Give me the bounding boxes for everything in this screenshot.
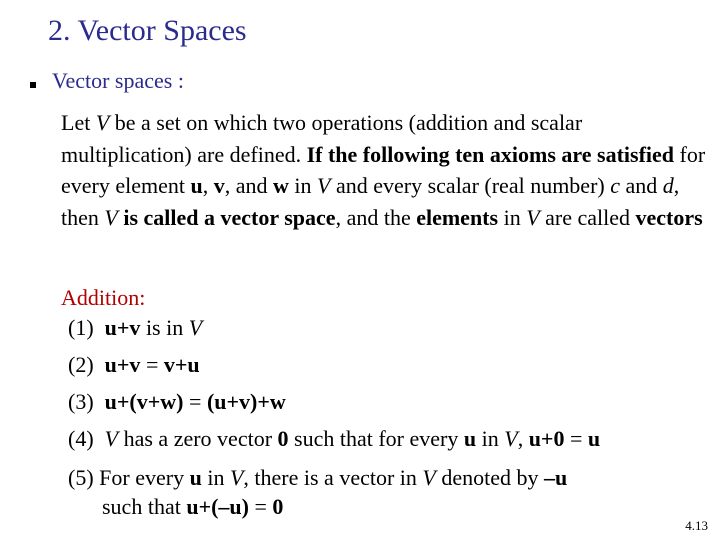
axiom-1 (68, 315, 202, 341)
bullet-square-icon (30, 82, 36, 88)
definition-emphasis: elements (416, 204, 499, 230)
axiom-number: (2) (68, 352, 94, 377)
definition-text: , (202, 173, 214, 198)
axiom-expr: u+v (104, 352, 141, 377)
definition-text: , then (61, 173, 680, 230)
definition-text: c (610, 173, 620, 198)
axiom-text: = (183, 389, 207, 414)
definition-text: be a set on which two operations (addition and scalar multiplication) are defined. (61, 110, 583, 167)
definition-text: V (104, 204, 118, 230)
definition-text: for every element (61, 141, 706, 198)
axiom-text: has a zero vector (118, 426, 278, 451)
addition-heading: Addition: (61, 285, 146, 310)
axiom-text: , there is a vector in (243, 465, 423, 490)
definition-text: and (620, 173, 663, 198)
slide-title: 2. Vector Spaces (48, 14, 247, 47)
axiom-text: V (422, 465, 436, 490)
axiom-2 (68, 352, 200, 378)
axiom-number: (1) (68, 315, 94, 340)
axiom-text: in (476, 426, 505, 451)
definition-text: in (288, 173, 318, 198)
axiom-text: such that (102, 494, 187, 519)
axiom-text: V (504, 426, 518, 451)
axiom-text: = (249, 494, 273, 519)
definition-emphasis: w (273, 173, 289, 198)
page-number: 4.13 (685, 518, 708, 533)
axiom-4 (68, 426, 600, 452)
axiom-expr: –u (544, 465, 568, 490)
axiom-expr: u+v (104, 315, 141, 340)
axiom-text: denoted by (435, 465, 545, 490)
axiom-expr: u (587, 426, 601, 451)
axiom-text: V (229, 465, 244, 490)
axiom-expr: u+(v+w) (104, 389, 184, 414)
axiom-text: V (104, 426, 119, 451)
definition-text: V (526, 204, 540, 230)
definition-text: in (498, 204, 527, 230)
definition-text: are called (539, 204, 636, 230)
axiom-expr: u+0 (528, 426, 565, 451)
bullet-heading: Vector spaces : (52, 68, 184, 93)
axiom-3 (68, 389, 286, 415)
axiom-text: such that for every (288, 426, 464, 451)
definition-text: d (662, 173, 674, 198)
axiom-5 (68, 465, 567, 491)
axiom-text: in (201, 465, 230, 490)
definition-text: , and the (335, 204, 417, 230)
definition-emphasis: is called a vector space (117, 204, 336, 230)
axiom-expr: u (189, 465, 202, 490)
definition-text: , and (224, 173, 274, 198)
definition-emphasis: If the following ten axioms are satisfied (306, 141, 675, 167)
axiom-number: (3) (68, 389, 94, 414)
axiom-number: (4) (68, 426, 94, 451)
axiom-expr: 0 (272, 494, 284, 519)
axiom-text: For every (93, 465, 190, 490)
definition-emphasis: u (190, 173, 203, 198)
axiom-5-continuation (102, 494, 283, 520)
axiom-text: , (517, 426, 529, 451)
axiom-expr: u+(–u) (186, 494, 249, 519)
axiom-expr: u (463, 426, 477, 451)
definition-text: V (317, 173, 331, 198)
definition-text: and every scalar (real number) (330, 173, 611, 198)
axiom-text: = (564, 426, 588, 451)
definition-text: Let (61, 110, 96, 135)
definition-text: V (95, 110, 110, 135)
axiom-expr: v+u (163, 352, 200, 377)
axiom-expr: (u+v)+w (206, 389, 286, 414)
axiom-text: V (188, 315, 203, 340)
axiom-expr: 0 (277, 426, 289, 451)
axiom-number: (5) (68, 465, 94, 490)
axiom-text: is in (140, 315, 189, 340)
definition-emphasis: vectors (635, 204, 703, 230)
definition-emphasis: v (213, 173, 225, 198)
axiom-text: = (140, 352, 164, 377)
definition-paragraph (61, 107, 711, 233)
